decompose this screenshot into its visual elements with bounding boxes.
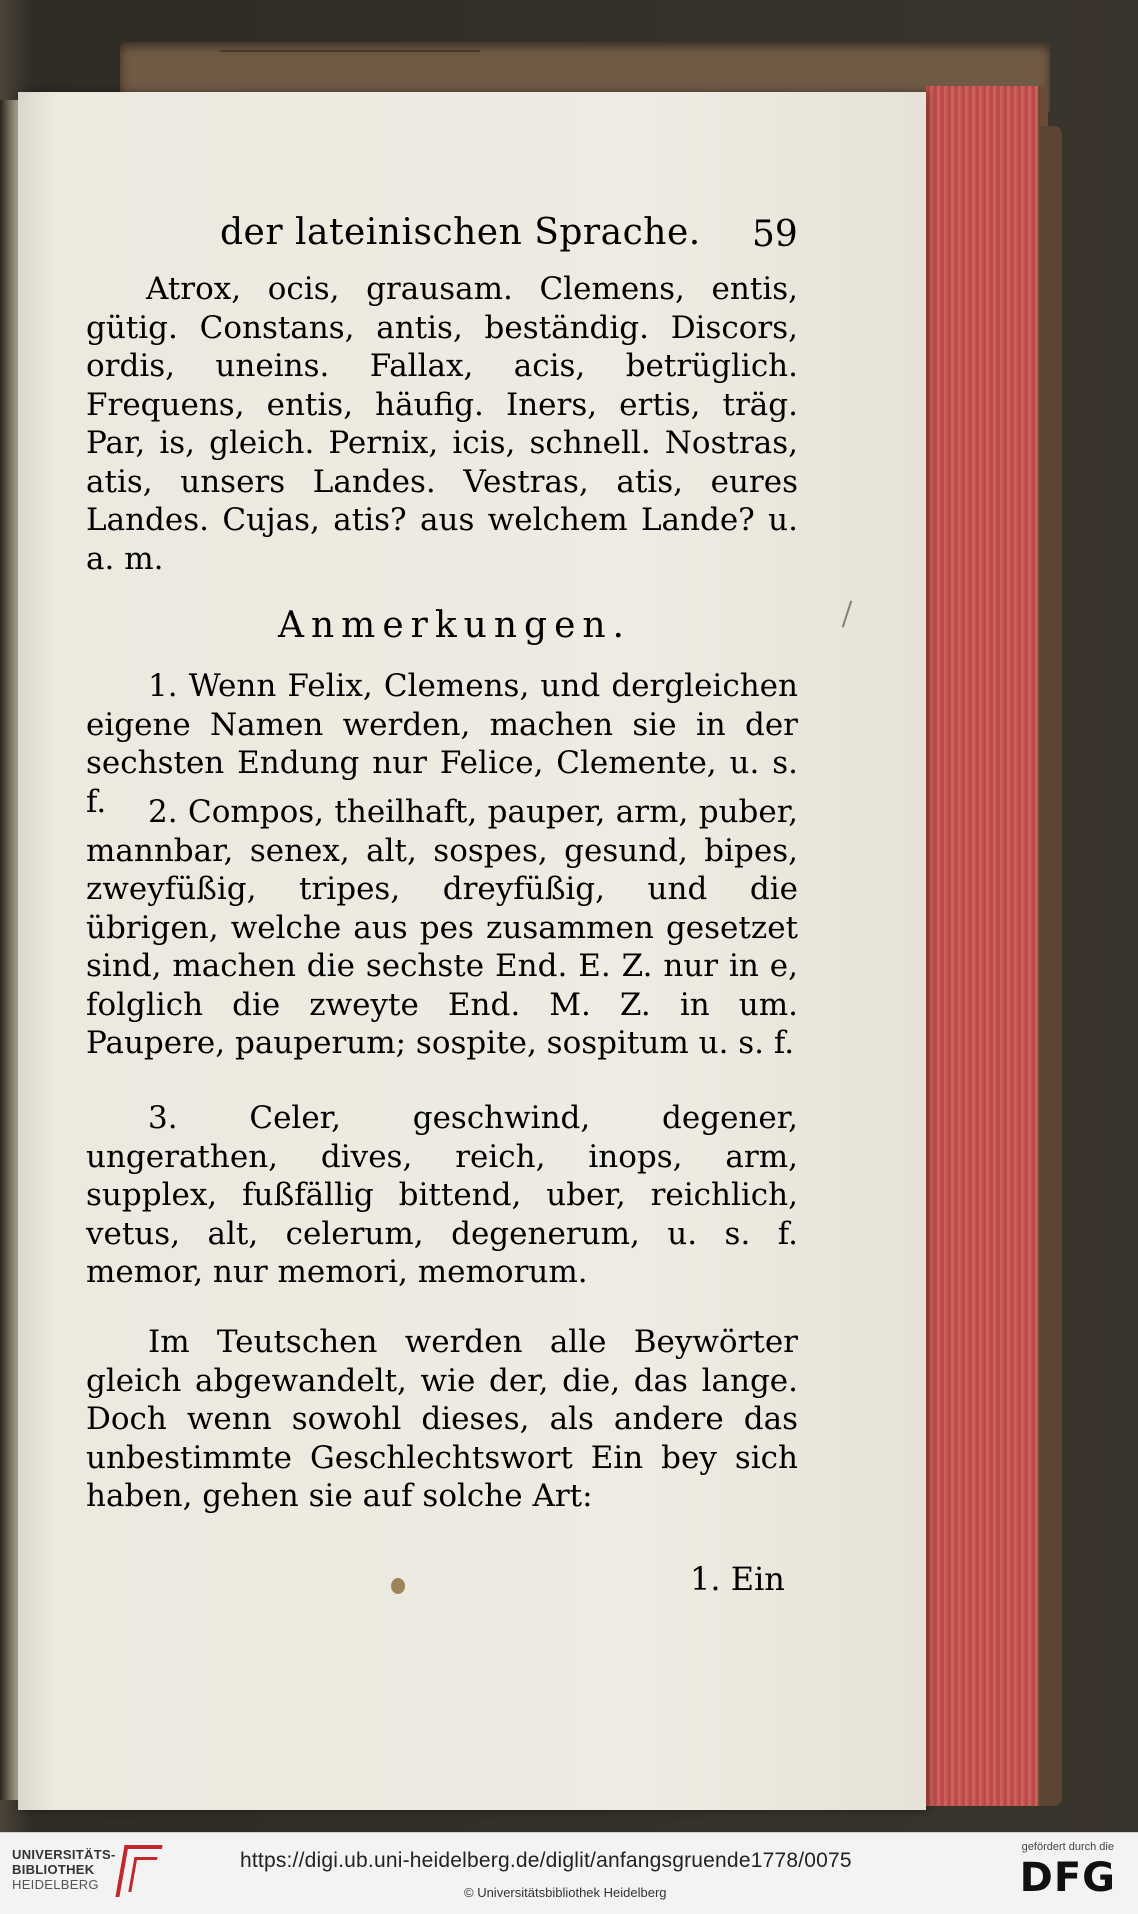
funding-label: gefördert durch die: [1021, 1841, 1114, 1853]
section-heading: Anmerkungen.: [278, 605, 631, 646]
page-number: 59: [752, 214, 798, 255]
library-logo-icon: [115, 1845, 162, 1897]
red-page-edge: [926, 86, 1048, 1806]
running-head: der lateinischen Sprache.: [220, 212, 701, 253]
dfg-logo[interactable]: DFG: [1019, 1855, 1116, 1901]
catchword: 1. Ein: [690, 1560, 785, 1598]
permalink-url[interactable]: https://digi.ub.uni-heidelberg.de/diglit/anfangsgruende1778/0075: [240, 1849, 852, 1872]
library-logo[interactable]: UNIVERSITÄTS- BIBLIOTHEK HEIDELBERG: [12, 1847, 116, 1892]
note-2: 2. Compos, theilhaft, pauper, arm, puber, mannbar, senex, alt, sospes, gesund, bipes, zweyfüßig, tripes, dreyfüßig, und die übrigen, welche aus pes zusammen gesetzet sind, machen die sechste End. E. Z. nur in e, folglich die zweyte End. M. Z. in um. Paupere, pauperum; sospite, sospitum u. s. f.: [86, 794, 798, 1061]
viewer-footer: [0, 1832, 1138, 1914]
ink-spot: [391, 1578, 405, 1594]
note-1: 1. Wenn Felix, Clemens, und dergleichen eigene Namen werden, machen sie in der sechsten Endung nur Felice, Clemente, u. s. f.: [86, 668, 798, 820]
copyright-notice: © Universitätsbibliothek Heidelberg: [464, 1885, 667, 1900]
paragraph-german: Im Teutschen werden alle Beywörter gleich abgewandelt, wie der, die, das lange. Doch wenn sowohl dieses, als andere das unbestimmte Geschlechtswort Ein bey sich haben, gehen sie auf solche Art:: [86, 1324, 798, 1514]
note-3: 3. Celer, geschwind, degener, ungerathen, dives, reich, inops, arm, supplex, fußfällig bittend, uber, reichlich, vetus, alt, celerum, degenerum, u. s. f. memor, nur memori, memorum.: [86, 1100, 798, 1290]
paragraph-adjectives: Atrox, ocis, grausam. Clemens, entis, gütig. Constans, antis, beständig. Discors, ordis, uneins. Fallax, acis, betrüglich. Frequens, entis, häufig. Iners, ertis, träg. Par, is, gleich. Pernix, icis, schnell. Nostras, atis, unsers Landes. Vestras, atis, eures Landes. Cujas, atis? aus welchem Lande? u. a. m.: [86, 271, 798, 577]
